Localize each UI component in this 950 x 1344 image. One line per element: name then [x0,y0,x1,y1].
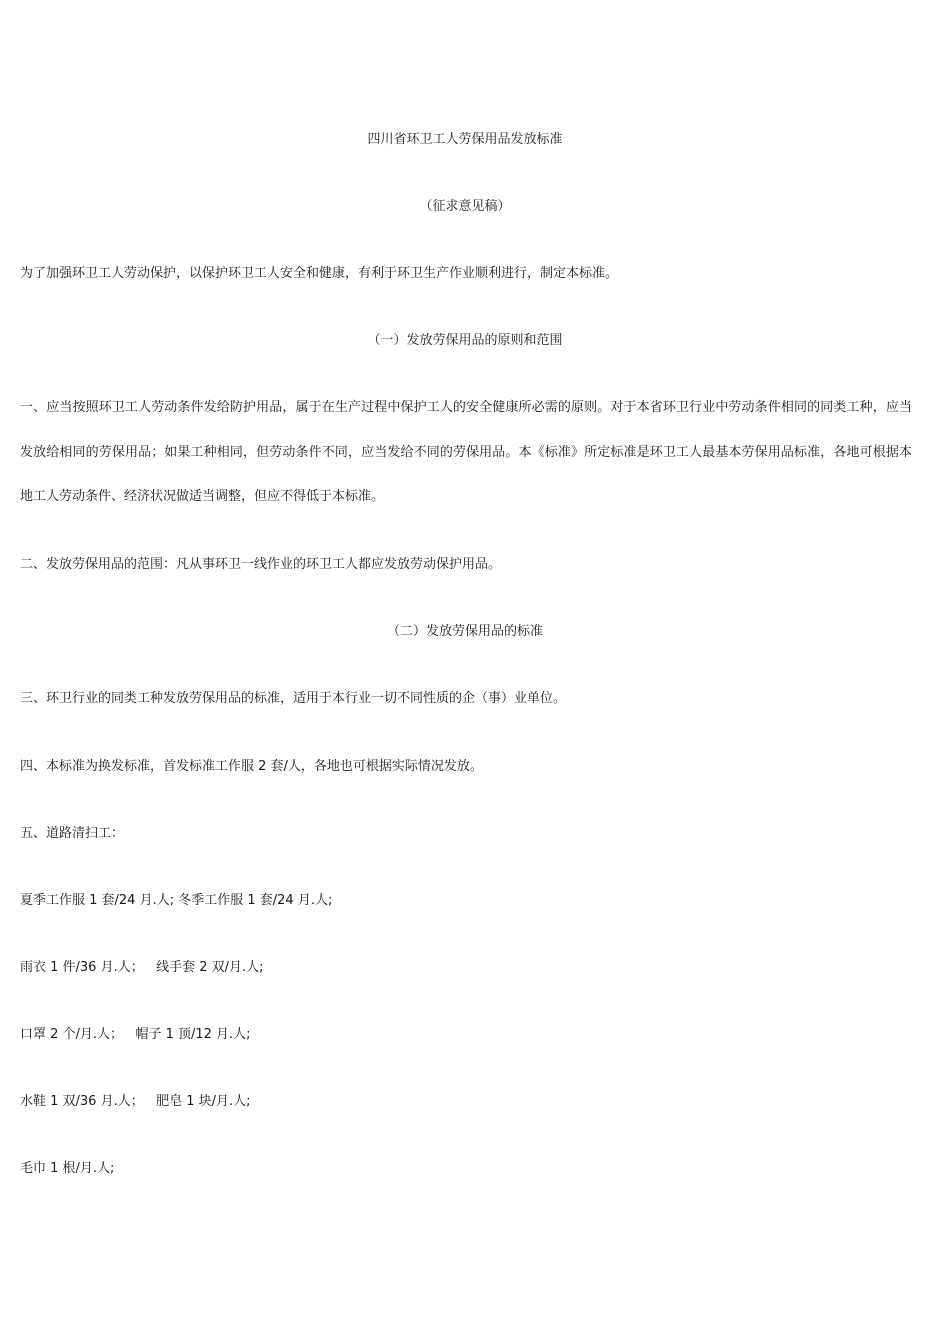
clause-5-heading: 五、道路清扫工： [20,826,125,841]
intro-paragraph: 为了加强环卫工人劳动保护，以保护环卫工人安全和健康，有利于环卫生产作业顺利进行，制定本标准。 [20,266,619,281]
document-subtitle: （征求意见稿） [419,199,511,214]
clause-4-paragraph: 四、本标准为换发标准，首发标准工作服 2 套/人，各地也可根据实际情况发放。 [20,759,483,774]
clause-3-paragraph: 三、环卫行业的同类工种发放劳保用品的标准，适用于本行业一切不同性质的企（事）业单位。 [20,691,567,706]
list-item: 水鞋 1 双/36 月.人； 肥皂 1 块/月.人; [20,1094,251,1109]
section-heading-standards: （二）发放劳保用品的标准 [386,624,543,639]
clause-2-paragraph: 二、发放劳保用品的范围：凡从事环卫一线作业的环卫工人都应发放劳动保护用品。 [20,557,502,572]
list-item: 毛巾 1 根/月.人; [20,1161,115,1176]
document-title: 四川省环卫工人劳保用品发放标准 [367,132,563,147]
list-item: 口罩 2 个/月.人； 帽子 1 顶/12 月.人; [20,1027,251,1042]
list-item: 雨衣 1 件/36 月.人； 线手套 2 双/月.人; [20,960,264,975]
section-heading-principles: （一）发放劳保用品的原则和范围 [367,333,563,348]
list-item: 夏季工作服 1 套/24 月.人; 冬季工作服 1 套/24 月.人; [20,893,333,908]
clause-1-paragraph: 一、应当按照环卫工人劳动条件发给防护用品，属于在生产过程中保护工人的安全健康所必需的原则。对于本省环卫行业中劳动条件相同的同类工种，应当发放给相同的劳保用品；如果工种相同，但劳动条件不同，应当发给不同的劳保用品。本《标准》所定标准是环卫工人最基本劳保用品标准，各地可根据本地工人劳动条件、经济状况做适当调整，但应不得低于本标准。 [20,400,912,504]
